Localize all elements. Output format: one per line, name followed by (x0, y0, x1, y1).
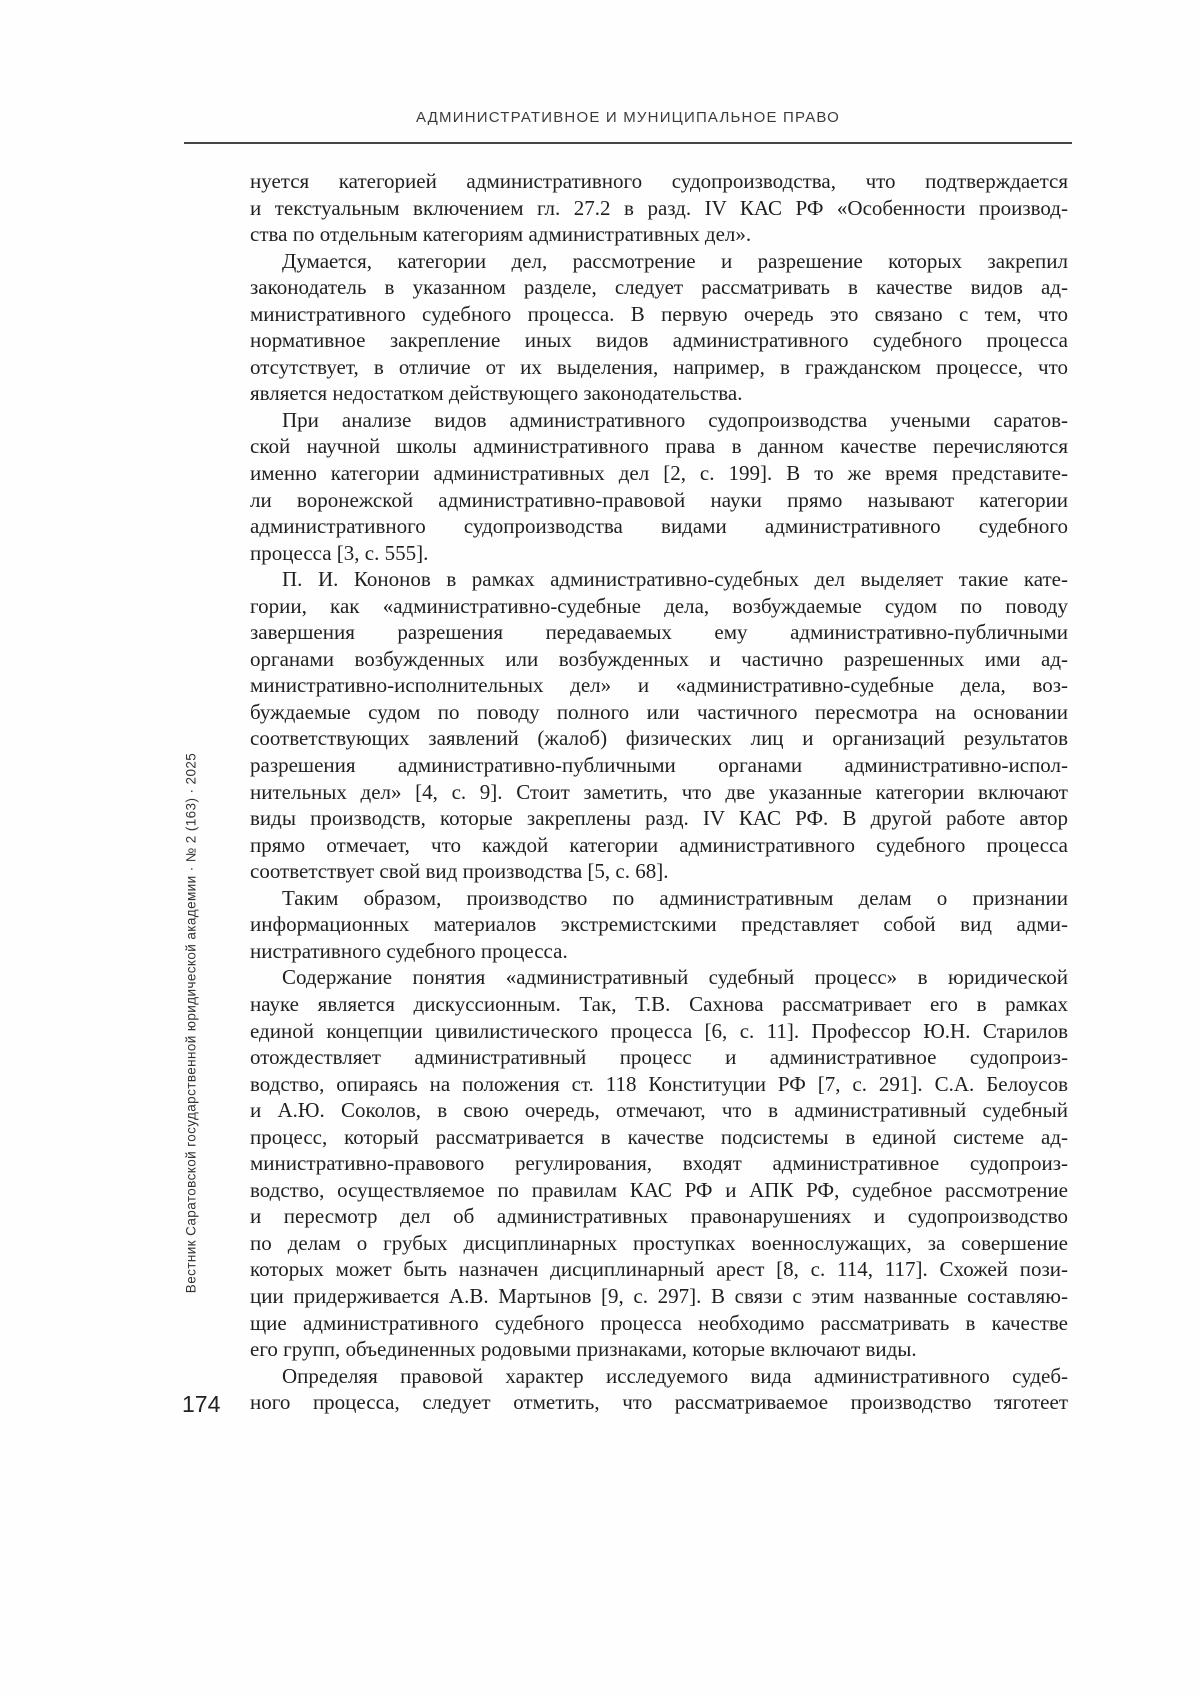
text-line: и текстуальным включением гл. 27.2 в разд. IV КАС РФ «Особенности производ- (250, 195, 1068, 220)
text-line: П. И. Кононов в рамках административно-судебных дел выделяет такие кате- (282, 567, 1068, 592)
running-head: АДМИНИСТРАТИВНОЕ И МУНИЦИПАЛЬНОЕ ПРАВО (415, 109, 840, 126)
text-line: науке является дискуссионным. Так, Т.В. Сахнова рассматривает его в рамках (250, 991, 1068, 1016)
text-line: щие административного судебного процесса необходимо рассматривать в качестве (250, 1310, 1068, 1335)
text-line: министративно-исполнительных дел» и «административно-судебные дела, воз- (250, 673, 1068, 698)
text-line: Таким образом, производство по административным делам о признании (282, 885, 1068, 910)
text-line: отождествляет административный процесс и административное судопроиз- (250, 1045, 1068, 1070)
text-line: является недостатком действующего законодательства. (250, 381, 743, 406)
text-line: процесс, который рассматривается в качестве подсистемы в единой системе ад- (250, 1124, 1068, 1149)
header-rule (184, 142, 1072, 144)
text-line: нормативное закрепление иных видов административного судебного процесса (250, 328, 1068, 353)
text-line: водство, осуществляемое по правилам КАС РФ и АПК РФ, судебное рассмотрение (250, 1177, 1068, 1202)
text-line: по делам о грубых дисциплинарных проступках военнослужащих, за совершение (250, 1230, 1068, 1255)
text-line: соответствует свой вид производства [5, с. 68]. (250, 859, 669, 884)
text-line: гории, как «административно-судебные дела, возбуждаемые судом по поводу (250, 593, 1068, 618)
text-line: ства по отдельным категориям административных дел». (250, 222, 752, 247)
text-line: единой концепции цивилистического процесса [6, с. 11]. Профессор Ю.Н. Старилов (250, 1018, 1068, 1043)
text-line: именно категории административных дел [2, с. 199]. В то же время представите- (250, 461, 1068, 486)
text-line: отсутствует, в отличие от их выделения, например, в гражданском процессе, что (250, 354, 1068, 379)
text-line: ции придерживается А.В. Мартынов [9, с. 297]. В связи с этим названные составляю- (250, 1283, 1068, 1308)
text-line: Определяя правовой характер исследуемого вида административного судеб- (282, 1363, 1068, 1388)
text-line: нистративного судебного процесса. (250, 938, 568, 963)
text-line: разрешения административно-публичными органами административно-испол- (250, 753, 1068, 778)
text-line: административного судопроизводства видами административного судебного (250, 514, 1068, 539)
text-line: нуется категорией административного судопроизводства, что подтверждается (250, 169, 1068, 193)
journal-info-vertical: Вестник Саратовской государственной юридической академии · № 2 (163) · 2025 (183, 752, 199, 1294)
text-line: информационных материалов экстремистскими представляет собой вид адми- (250, 912, 1068, 937)
text-line: процесса [3, с. 555]. (250, 540, 429, 565)
text-line: и А.Ю. Соколов, в свою очередь, отмечают, что в административный судебный (250, 1098, 1068, 1123)
text-line: и пересмотр дел об административных правонарушениях и судопроизводство (250, 1204, 1068, 1229)
text-line: водство, опираясь на положения ст. 118 Конституции РФ [7, с. 291]. С.А. Белоусов (250, 1071, 1068, 1096)
article-body (250, 168, 1068, 1416)
text-line: министративного судебного процесса. В первую очередь это связано с тем, что (250, 301, 1068, 326)
text-line: органами возбужденных или возбужденных и частично разрешенных ими ад- (250, 646, 1068, 671)
text-line: Думается, категории дел, рассмотрение и разрешение которых закрепил (282, 248, 1068, 273)
text-line: ской научной школы административного права в данном качестве перечисляются (250, 434, 1068, 459)
text-line: его групп, объединенных родовыми признаками, которые включают виды. (250, 1337, 917, 1362)
text-line: буждаемые судом по поводу полного или частичного пересмотра на основании (250, 699, 1068, 724)
text-line: законодатель в указанном разделе, следует рассматривать в качестве видов ад- (250, 275, 1068, 300)
text-line: завершения разрешения передаваемых ему административно-публичными (250, 620, 1068, 645)
text-line: которых может быть назначен дисциплинарный арест [8, с. 114, 117]. Схожей пози- (250, 1257, 1068, 1282)
text-line: виды производств, которые закреплены разд. IV КАС РФ. В другой работе автор (250, 806, 1068, 831)
text-line: прямо отмечает, что каждой категории административного судебного процесса (250, 832, 1068, 857)
text-line: министративно-правового регулирования, входят административное судопроиз- (250, 1151, 1068, 1176)
text-line: соответствующих заявлений (жалоб) физических лиц и организаций результатов (250, 726, 1068, 751)
text-line: нительных дел» [4, с. 9]. Стоит заметить, что две указанные категории включают (250, 779, 1068, 804)
text-line: ли воронежской административно-правовой науки прямо называют категории (250, 487, 1068, 512)
text-line: При анализе видов административного судопроизводства учеными саратов- (282, 407, 1068, 432)
text-line: ного процесса, следует отметить, что рассматриваемое производство тяготеет (250, 1390, 1068, 1415)
text-line: Содержание понятия «административный судебный процесс» в юридической (282, 965, 1068, 990)
page-number: 174 (182, 1391, 221, 1417)
